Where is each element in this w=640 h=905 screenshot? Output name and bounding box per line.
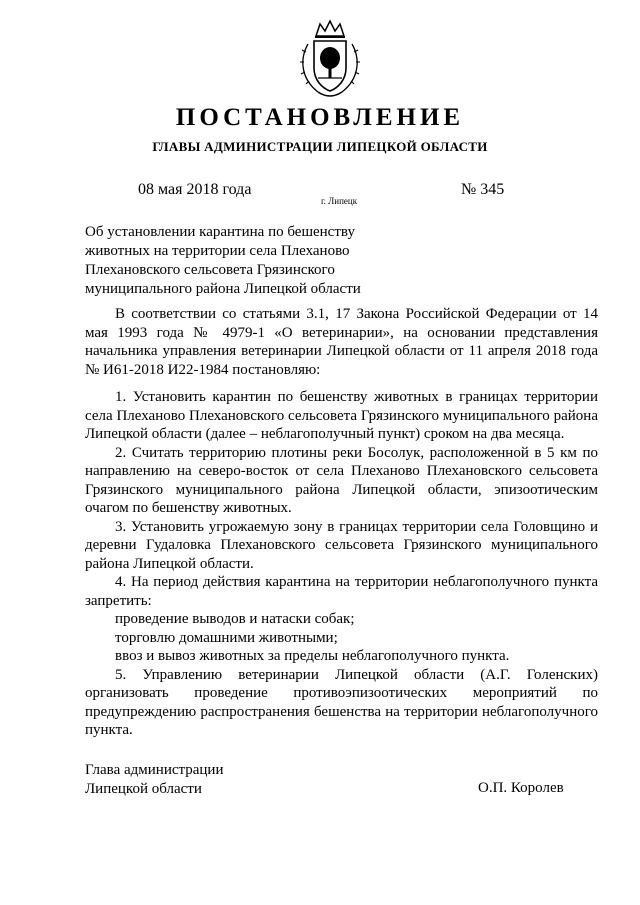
document-number: № 345: [461, 181, 505, 198]
item-2-paragraph: 2. Считать территорию плотины реки Босолук, расположенной в 5 км по направлению на северо-восток от села Плеханово Плехановского сельсовета Грязинского муниципального района Липецкой области, эпизоотическим очагом по бешенству животных.: [85, 444, 598, 516]
document-subject: Об установлении карантина по бешенству животных на территории села Плеханово Плехановского сельсовета Грязинского муниципального района Липецкой области: [85, 224, 361, 297]
document-title: ПОСТАНОВЛЕНИЕ: [175, 104, 465, 131]
signatory-name: О.П. Королев: [478, 780, 564, 796]
document-subtitle: ГЛАВЫ АДМИНИСТРАЦИИ ЛИПЕЦКОЙ ОБЛАСТИ: [152, 139, 488, 154]
signatory-position-line: Глава администрации: [85, 762, 224, 778]
item-4-paragraph: 4. На период действия карантина на территории неблагополучного пункта запретить:: [85, 574, 598, 609]
document-date: 08 мая 2018 года: [138, 181, 252, 198]
prohibition-item: торговлю домашними животными;: [115, 629, 338, 646]
document-city: г. Липецк: [321, 196, 358, 206]
prohibition-item: проведение выводов и натаски собак;: [115, 611, 355, 627]
item-1-paragraph: 1. Установить карантин по бешенству животных в границах территории села Плеханово Плехановского сельсовета Грязинского муниципального района Липецкой области (далее – неблагополучный пункт) сроком на два месяца.: [85, 389, 598, 442]
document-body: [85, 305, 598, 740]
preamble-paragraph: В соответствии со статьями 3.1, 17 Закона Российской Федерации от 14 мая 1993 года № 4979-1 «О ветеринарии», на основании представления начальника управления ветеринарии Липецкой области от 11 апреля 2018 года № И61-2018 И22-1984 постановляю:: [85, 306, 598, 378]
signatory-position: [85, 761, 223, 799]
coat-of-arms-emblem-icon: [296, 18, 364, 100]
item-3-paragraph: 3. Установить угрожаемую зону в границах территории села Головщино и деревни Гудаловка Плехановского сельсовета Грязинского муниципального района Липецкой области.: [85, 518, 598, 572]
item-5-paragraph: 5. Управлению ветеринарии Липецкой области (А.Г. Голенских) организовать проведение противоэпизоотических мероприятий по предупреждению распространения бешенства на территории неблагополучного пункта.: [85, 666, 598, 738]
prohibition-item: ввоз и вывоз животных за пределы неблагополучного пункта.: [115, 648, 510, 664]
signatory-position-line: Липецкой области: [85, 781, 202, 797]
